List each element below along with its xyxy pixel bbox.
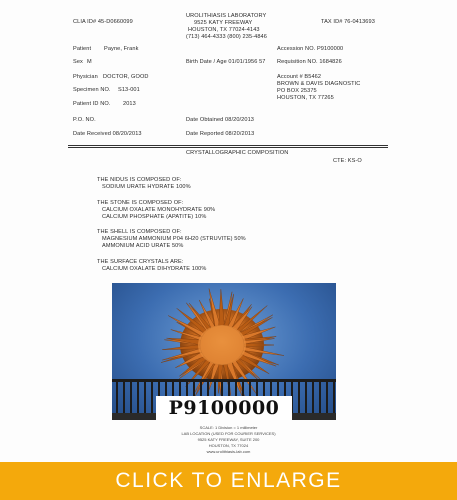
lab-address-line2: HOUSTON, TX 77024-4143 (188, 27, 260, 33)
stone-item: CALCIUM PHOSPHATE (APATITE) 10% (102, 214, 207, 220)
date-obtained: Date Obtained 08/20/2013 (186, 117, 255, 123)
specimen-label: Specimen NO. (73, 87, 111, 93)
railing-bar (123, 382, 125, 413)
physician-label: Physician (73, 74, 98, 80)
specimen-value: S13-001 (118, 87, 140, 93)
railing-bar (151, 382, 153, 413)
lab-phone: (713) 464-4333 (800) 235-4846 (186, 34, 267, 40)
surface-item: CALCIUM OXALATE DIHYDRATE 100% (102, 266, 207, 272)
lab-location-address: 9525 KATY FREEWAY, SUITE 200 (197, 437, 260, 442)
date-reported: Date Reported 08/20/2013 (186, 131, 255, 137)
railing-bar (298, 382, 300, 413)
account-number: Account # B5462 (277, 74, 322, 80)
cte-code: CTE: KS-O (333, 158, 362, 164)
date-received: Date Received 08/20/2013 (73, 131, 142, 137)
specimen-number-label: P9100000 (156, 396, 292, 420)
shell-item: AMMONIUM ACID URATE 50% (102, 243, 184, 249)
railing-bar (305, 382, 307, 413)
client-address-line1: BROWN & DAVIS DIAGNOSTIC (277, 81, 361, 87)
shell-heading: THE SHELL IS COMPOSED OF: (97, 229, 182, 235)
lab-address-line1: 9525 KATY FREEWAY (194, 20, 253, 26)
birth-date-age: Birth Date / Age 01/01/1956 57 (186, 59, 266, 65)
section-divider-double (68, 147, 388, 148)
railing-bar (144, 382, 146, 413)
patient-name-value: Payne, Frank (104, 46, 139, 52)
lab-website: www.urolithiasis-lab.com (206, 449, 251, 454)
stone-heading: THE STONE IS COMPOSED OF: (97, 200, 184, 206)
patient-name-label: Patient (73, 46, 92, 52)
railing-bar (130, 382, 132, 413)
lab-name: UROLITHIASIS LABORATORY (186, 13, 267, 19)
scale-note: SCALE: 1 Division = 1 millimeter (199, 425, 258, 430)
nidus-item: SODIUM URATE HYDRATE 100% (102, 184, 191, 190)
railing-bar (312, 382, 314, 413)
requisition-number: Requisition NO. 1684826 (277, 59, 342, 65)
stone-item: CALCIUM OXALATE MONOHYDRATE 90% (102, 207, 216, 213)
tax-id: TAX ID# 76-0413693 (321, 19, 375, 25)
shell-item: MAGNESIUM AMMONIUM P04 6H20 (STRUVITE) 50% (102, 236, 246, 242)
clia-id: CLIA ID# 45-D0660099 (73, 19, 133, 25)
lab-location-city: HOUSTON, TX 77024 (208, 443, 249, 448)
patient-id-value: 2013 (123, 101, 136, 107)
client-address-line3: HOUSTON, TX 77265 (277, 95, 334, 101)
composition-title: CRYSTALLOGRAPHIC COMPOSITION (186, 150, 289, 156)
railing-bar (137, 382, 139, 413)
nidus-heading: THE NIDUS IS COMPOSED OF: (97, 177, 182, 183)
client-address-line2: PO BOX 25375 (277, 88, 317, 94)
patient-id-label: Patient ID NO. (73, 101, 111, 107)
stone-crystal-spike (219, 289, 225, 325)
lab-location-note: LAB LOCATION (USED FOR COURIER SERVICES) (181, 431, 276, 436)
click-to-enlarge-button[interactable] (0, 462, 457, 500)
railing-bar (333, 382, 335, 413)
stone-highlight (198, 325, 246, 365)
accession-number: Accession NO. P9100000 (277, 46, 344, 52)
railing-bar (326, 382, 328, 413)
surface-heading: THE SURFACE CRYSTALS ARE: (97, 259, 184, 265)
section-divider (68, 145, 388, 146)
click-to-enlarge-label: CLICK TO ENLARGE (115, 469, 342, 492)
physician-value: DOCTOR, GOOD (103, 74, 149, 80)
sex-label: Sex (73, 59, 83, 65)
sex-value: M (87, 59, 92, 65)
railing-bar (319, 382, 321, 413)
railing-bar (116, 382, 118, 413)
po-number-label: P.O. NO. (73, 117, 96, 123)
